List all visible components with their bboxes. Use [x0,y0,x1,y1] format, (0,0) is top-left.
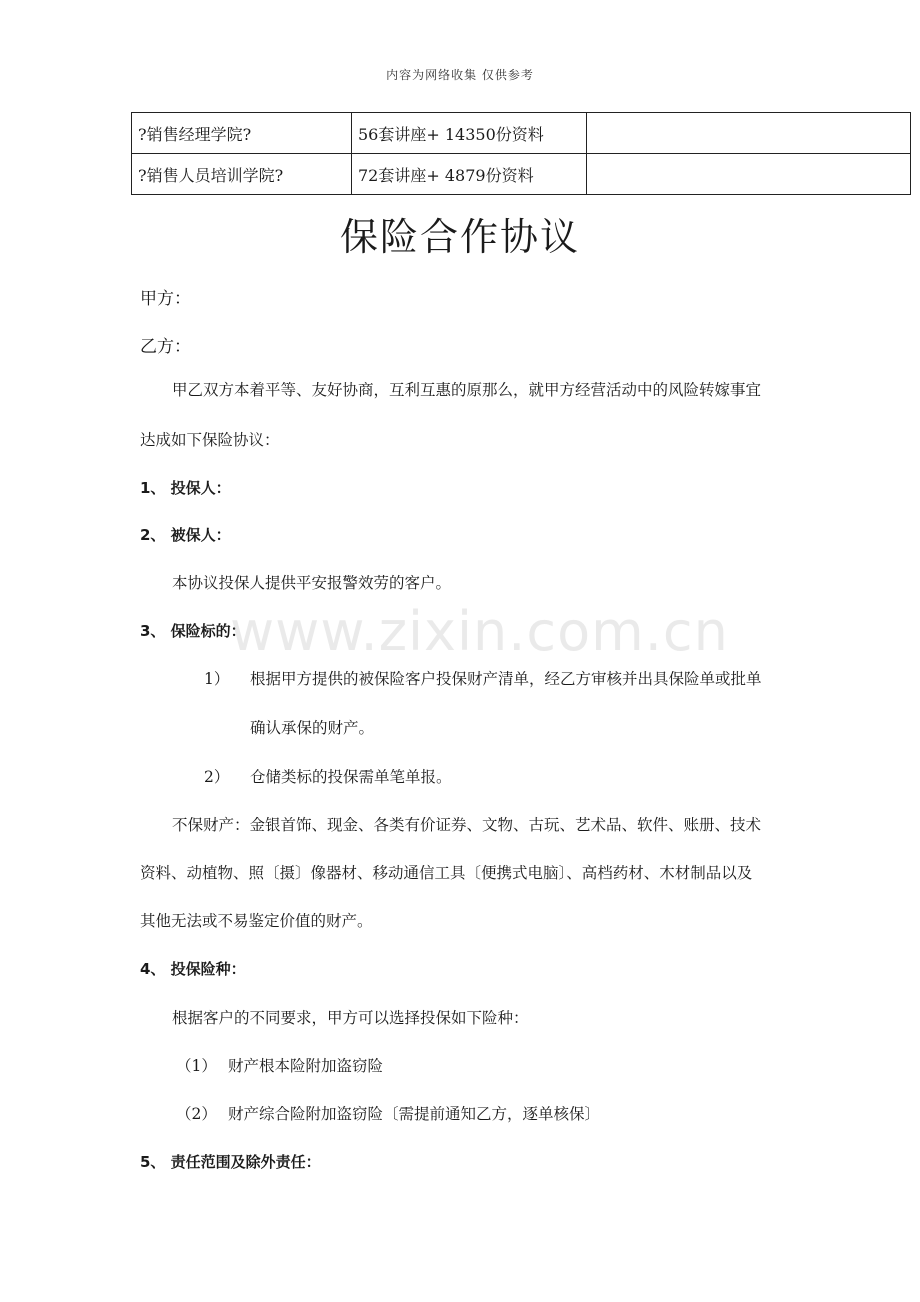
table-cell-content: 56套讲座+ 14350份资料 [352,113,587,154]
excluded-property-line: 不保财产：金银首饰、现金、各类有价证券、文物、古玩、艺术品、软件、账册、技术 [172,816,762,834]
list-item-text: 根据甲方提供的被保险客户投保财产清单，经乙方审核并出具保险单或批单 [250,670,762,688]
section-heading-1: 1、 投保人： [140,479,231,497]
table-row [132,113,911,154]
party-a-label: 甲方： [140,289,191,309]
table-cell-extra [587,113,911,154]
list-item-number: （2） [176,1105,217,1123]
excluded-property-line: 其他无法或不易鉴定价值的财产。 [140,912,373,930]
table-row [132,154,911,195]
section-heading-5: 5、 责任范围及除外责任： [140,1153,321,1171]
list-item-text: 财产综合险附加盗窃险〔需提前通知乙方，逐单核保〕 [228,1105,601,1123]
list-item-text: 确认承保的财产。 [250,719,375,737]
resource-table [131,112,911,195]
table-cell-extra [587,154,911,195]
section-4-body: 根据客户的不同要求，甲方可以选择投保如下险种： [172,1009,529,1027]
intro-paragraph-line: 达成如下保险协议： [140,431,280,449]
section-heading-3: 3、 保险标的： [140,622,246,640]
list-item-text: 仓储类标的投保需单笔单报。 [250,768,452,786]
section-heading-4: 4、 投保险种： [140,960,246,978]
table-cell-name: ?销售经理学院? [132,113,352,154]
table-cell-content: 72套讲座+ 4879份资料 [352,154,587,195]
list-item-text: 财产根本险附加盗窃险 [228,1057,384,1075]
header-note: 内容为网络收集 仅供参考 [386,68,534,82]
list-item-number: （1） [176,1057,217,1075]
list-item-number: 2） [204,768,230,786]
party-b-label: 乙方： [140,337,191,357]
watermark-text: www.zixin.com.cn [230,600,729,663]
intro-paragraph-line: 甲乙双方本着平等、友好协商，互利互惠的原那么，就甲方经营活动中的风险转嫁事宜 [172,381,762,399]
excluded-property-line: 资料、动植物、照〔摄〕像器材、移动通信工具〔便携式电脑〕、高档药材、木材制品以及 [140,864,753,882]
section-2-body: 本协议投保人提供平安报警效劳的客户。 [172,574,452,592]
table-cell-name: ?销售人员培训学院? [132,154,352,195]
section-heading-2: 2、 被保人： [140,526,231,544]
document-title: 保险合作协议 [339,215,580,259]
list-item-number: 1） [204,670,230,688]
